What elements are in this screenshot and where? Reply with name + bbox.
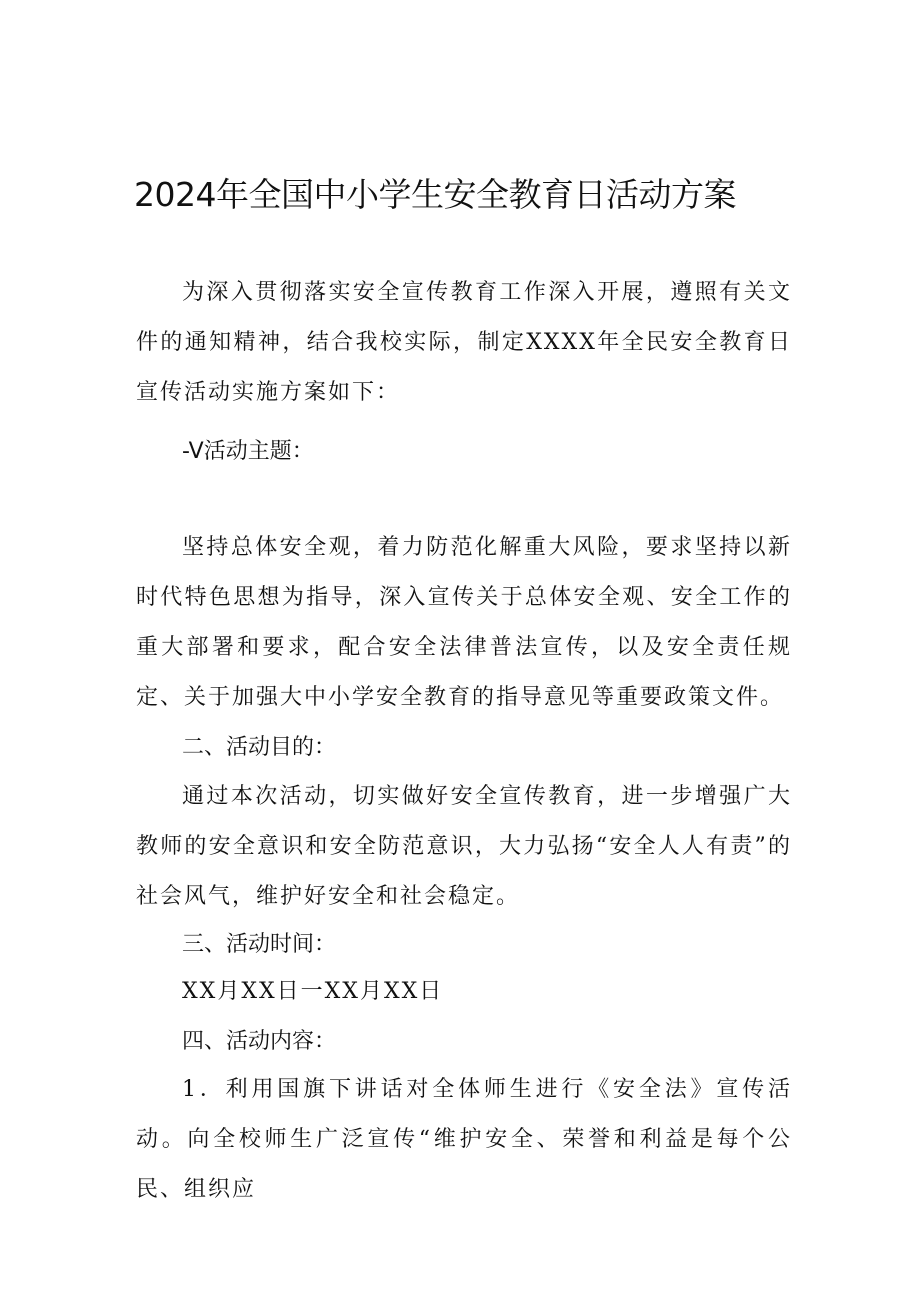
section-heading-theme: -V活动主题： [182,439,314,464]
section-body-theme: 坚持总体安全观，着力防范化解重大风险，要求坚持以新时代特色思想为指导，深入宣传关于总体安全观、安全工作的重大部署和要求，配合安全法律普法宣传，以及安全责任规定、关于加强大中小学安全教育的指导意见等重要政策文件。 [136,535,792,710]
section-body-time: XX月XX日一XX月XX日 [182,979,444,1004]
section-heading-content: 四、活动内容： [182,1029,337,1054]
intro-paragraph: 为深入贯彻落实安全宣传教育工作深入开展，遵照有关文件的通知精神，结合我校实际，制定XXXX年全民安全教育日宣传活动实施方案如下： [136,280,792,405]
document-title: 2024年全国中小学生安全教育日活动方案 [134,175,736,214]
section-heading-purpose: 二、活动目的： [182,735,337,760]
section-body-content: 1．利用国旗下讲话对全体师生进行《安全法》宣传活动。向全校师生广泛宣传“维护安全、荣誉和利益是每个公民、组织应 [136,1077,792,1202]
section-heading-time: 三、活动时间： [182,932,337,957]
section-body-purpose: 通过本次活动，切实做好安全宣传教育，进一步增强广大教师的安全意识和安全防范意识，大力弘扬“安全人人有责”的社会风气，维护好安全和社会稳定。 [136,784,792,909]
